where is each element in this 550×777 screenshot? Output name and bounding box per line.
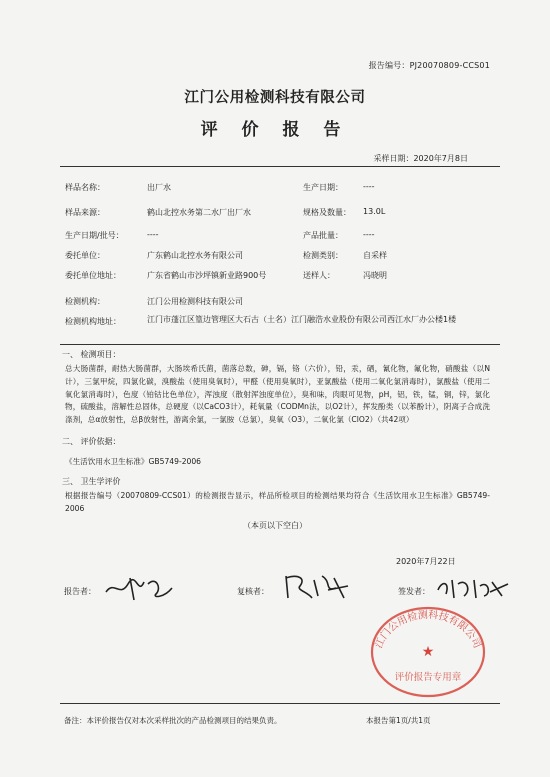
reporter-label: 报告者： bbox=[64, 587, 96, 596]
submitter-value: 冯晓明 bbox=[363, 271, 387, 280]
seal-bottom-text: 评价报告专用章 bbox=[394, 672, 462, 683]
blank-below-note: （本页以下空白） bbox=[243, 521, 307, 530]
reporter-signature bbox=[100, 570, 180, 604]
company-seal bbox=[368, 600, 488, 700]
lab-address-value: 江门市蓬江区篁边管理区大石古（土名）江门融浩水业股份有限公司西江水厂办公楼1楼 bbox=[147, 315, 457, 324]
organization-title: 江门公用检测科技有限公司 bbox=[184, 90, 366, 106]
footer-note: 备注：本评价报告仅对本次采样批次的产品检测项目的结果负责。 bbox=[64, 716, 282, 725]
reviewer-signature bbox=[278, 568, 358, 604]
lab-address-label: 检测机构地址： bbox=[65, 317, 121, 326]
production-date-value: ---- bbox=[363, 182, 375, 191]
test-type-value: 自采样 bbox=[363, 251, 387, 260]
divider-bottom bbox=[60, 703, 500, 704]
page-number: 本报告第1页/共1页 bbox=[366, 716, 431, 725]
test-type-label: 检测类别： bbox=[303, 251, 343, 260]
client-value: 广东鹤山北控水务有限公司 bbox=[147, 251, 243, 260]
sample-source-label: 样品来源： bbox=[65, 208, 105, 217]
lab-label: 检测机构： bbox=[65, 297, 105, 306]
lot-value: ---- bbox=[147, 230, 159, 239]
sample-name-value: 出厂水 bbox=[147, 183, 171, 192]
lot-label: 生产日期/批号： bbox=[65, 231, 124, 240]
divider-middle bbox=[60, 344, 500, 345]
items-section-title: 一、 检测项目： bbox=[62, 350, 121, 359]
report-number: 报告编号：PJ20070809-CCS01 bbox=[368, 61, 490, 70]
client-address-label: 委托单位地址： bbox=[65, 271, 121, 280]
items-section-text: 总大肠菌群，耐热大肠菌群，大肠埃希氏菌，菌落总数，砷，镉，铬（六价），铅，汞，硒，氰化物，氟化物，硝酸盐（以N计），三氯甲烷，四氯化碳，溴酸盐（使用臭氧时），甲醛（使用臭氧时），亚氯酸盐（使用二氧化氯消毒时），氯酸盐（使用二氧化氯消毒时），色度（铂钴比色单位），浑浊度（散射浑浊度单位），臭和味，肉眼可见物，pH，铝，铁，锰，铜，锌，氯化物，硫酸盐，溶解性总固体，总硬度（以CaCO3计），耗氧量（CODMn法，以O2计），挥发酚类（以苯酚计），阴离子合成洗涤剂，总α放射性，总β放射性，游离余氯，一氯胺（总氯），臭氧（O3），二氧化氯（ClO2）（共42项） bbox=[65, 364, 490, 425]
basis-section-title: 二、 评价依据： bbox=[62, 437, 121, 446]
evaluation-section-text: 根据报告编号（20070809-CCS01）的检测报告显示，样品所检项目的检测结果均符合《生活饮用水卫生标准》GB5749-2006 bbox=[65, 491, 490, 513]
spec-value: 13.0L bbox=[363, 207, 386, 216]
issuer-signature bbox=[432, 570, 512, 604]
seal-top-text: 江门公用检测科技有限公司 bbox=[373, 609, 483, 651]
sample-name-label: 样品名称： bbox=[65, 183, 105, 192]
issuer-label: 签发者： bbox=[398, 587, 430, 596]
sampling-date: 采样日期：2020年7月8日 bbox=[373, 154, 468, 163]
evaluation-section-title: 三、 卫生学评价 bbox=[62, 477, 121, 486]
batch-value: ---- bbox=[363, 230, 375, 239]
client-label: 委托单位： bbox=[65, 251, 105, 260]
basis-section-text: 《生活饮用水卫生标准》GB5749-2006 bbox=[65, 457, 202, 466]
batch-label: 产品批量： bbox=[303, 231, 343, 240]
reviewer-label: 复核者： bbox=[237, 587, 269, 596]
client-address-value: 广东省鹤山市沙坪镇新业路900号 bbox=[147, 271, 267, 280]
production-date-label: 生产日期： bbox=[303, 183, 343, 192]
sample-source-value: 鹤山北控水务第二水厂出厂水 bbox=[147, 208, 251, 217]
issue-date: 2020年7月22日 bbox=[396, 557, 456, 566]
lab-value: 江门公用检测科技有限公司 bbox=[147, 297, 243, 306]
submitter-label: 送样人： bbox=[303, 271, 335, 280]
spec-label: 规格及数量： bbox=[303, 208, 351, 217]
seal-star-icon: ★ bbox=[421, 644, 435, 660]
document-title: 评 价 报 告 bbox=[200, 120, 350, 140]
divider-top bbox=[60, 166, 500, 167]
